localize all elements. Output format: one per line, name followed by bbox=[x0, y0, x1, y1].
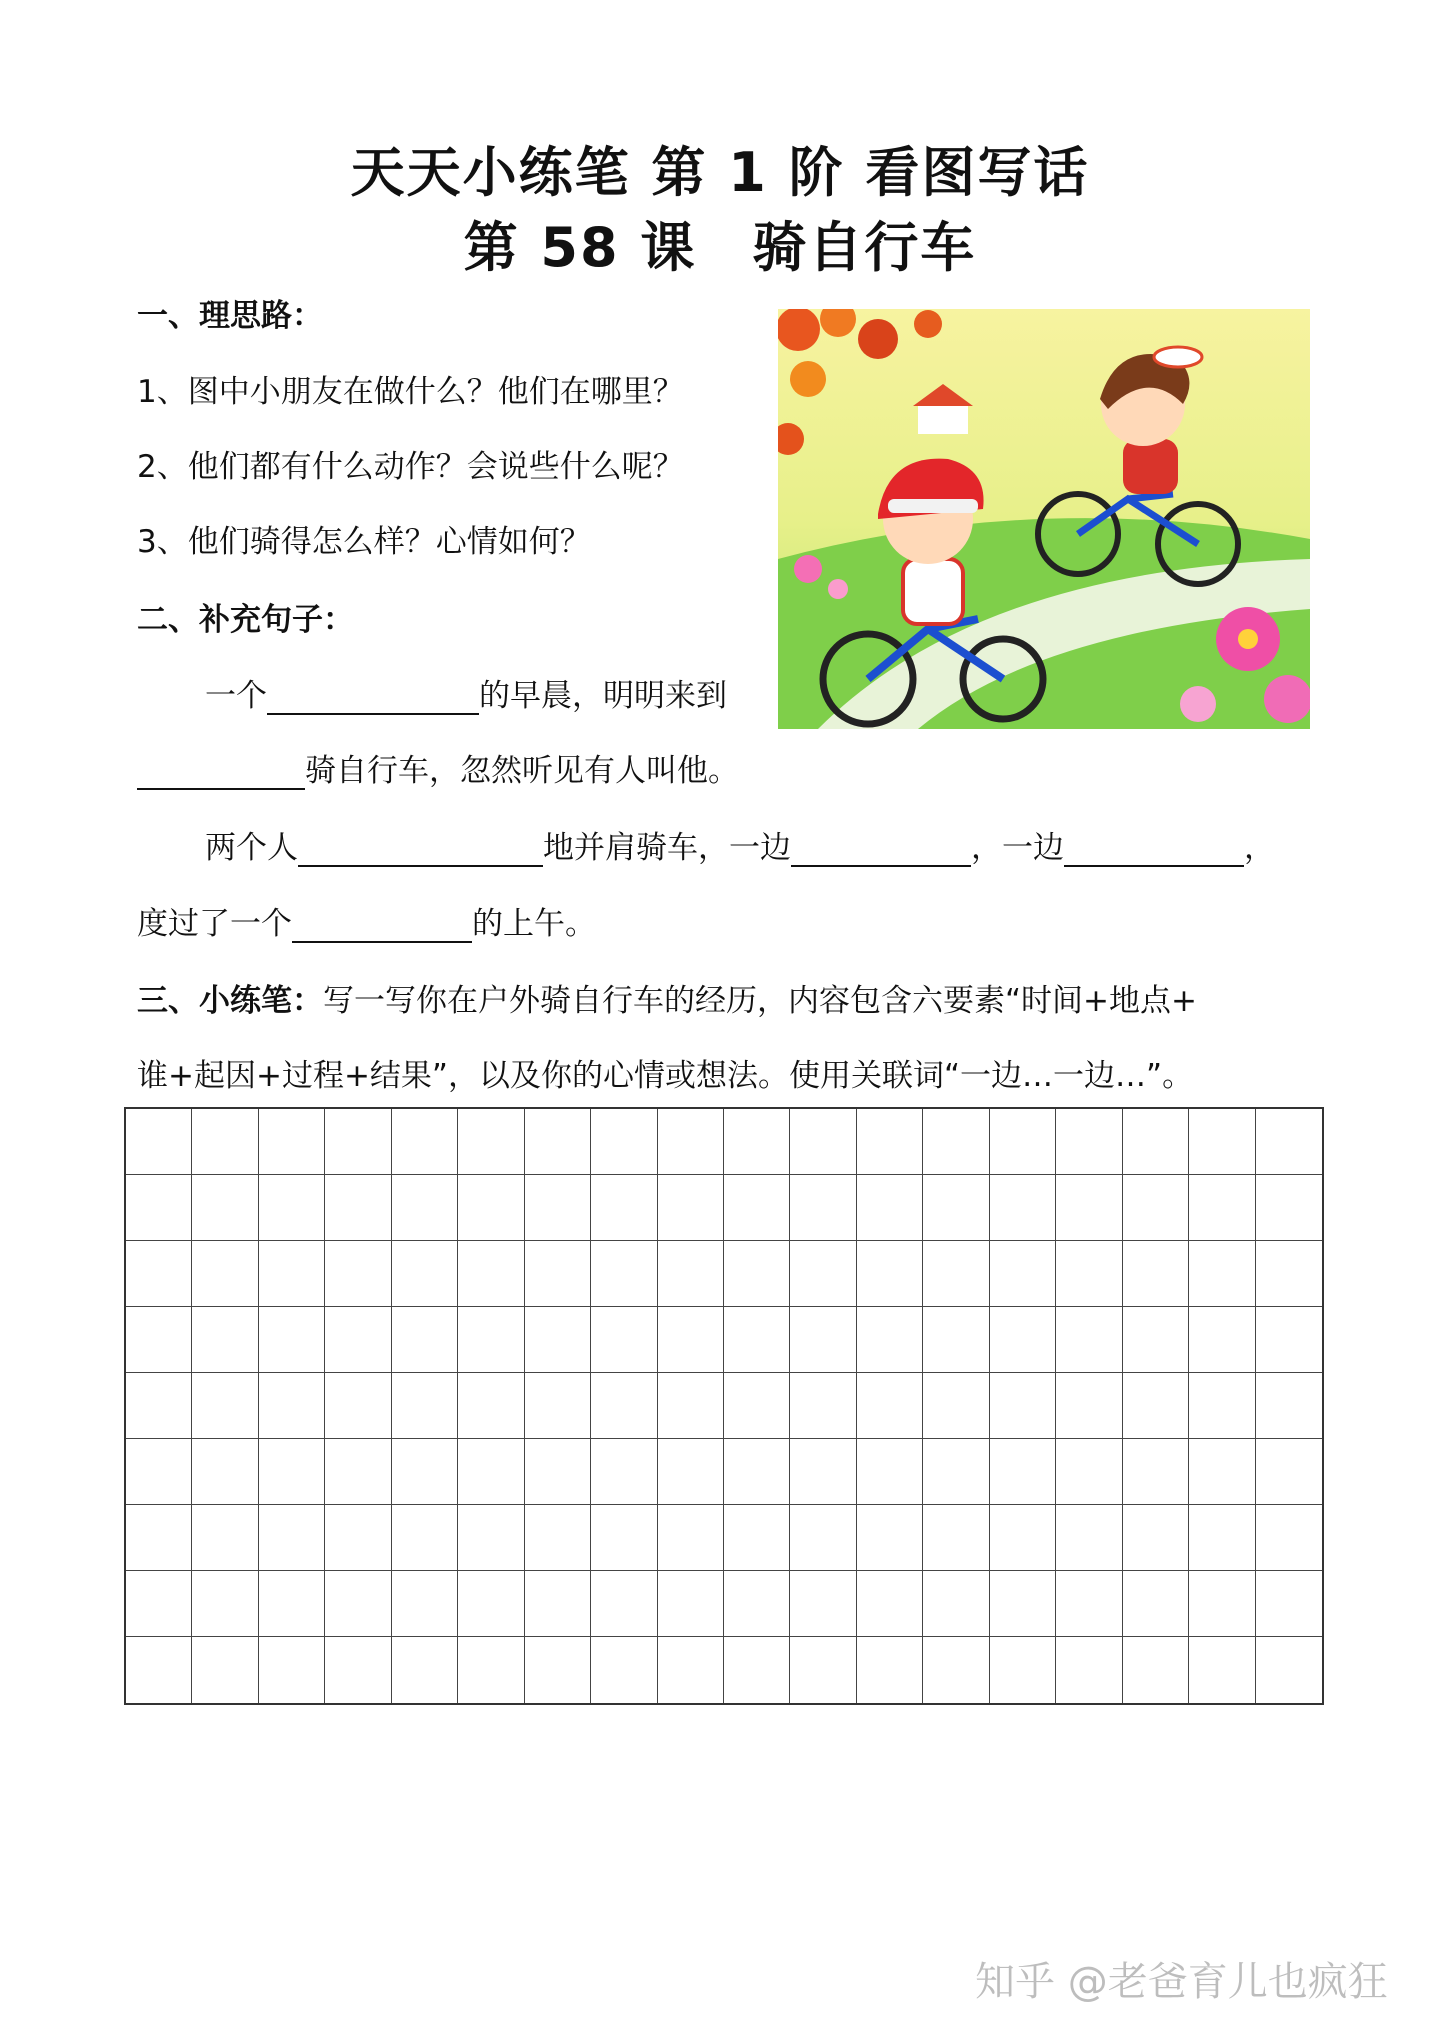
grid-cell[interactable] bbox=[325, 1439, 391, 1505]
grid-cell[interactable] bbox=[259, 1439, 325, 1505]
grid-cell[interactable] bbox=[724, 1241, 790, 1307]
grid-cell[interactable] bbox=[724, 1175, 790, 1241]
grid-cell[interactable] bbox=[591, 1505, 657, 1571]
grid-cell[interactable] bbox=[591, 1175, 657, 1241]
grid-cell[interactable] bbox=[923, 1307, 989, 1373]
grid-cell[interactable] bbox=[857, 1439, 923, 1505]
grid-cell[interactable] bbox=[724, 1373, 790, 1439]
grid-cell[interactable] bbox=[392, 1241, 458, 1307]
sentence-text: ，一边 bbox=[971, 830, 1064, 866]
sentence-text: ， bbox=[1244, 830, 1275, 866]
grid-cell[interactable] bbox=[990, 1373, 1056, 1439]
grid-cell[interactable] bbox=[658, 1175, 724, 1241]
grid-cell[interactable] bbox=[591, 1637, 657, 1703]
grid-cell[interactable] bbox=[923, 1439, 989, 1505]
grid-cell[interactable] bbox=[325, 1241, 391, 1307]
grid-cell[interactable] bbox=[259, 1637, 325, 1703]
grid-cell[interactable] bbox=[525, 1241, 591, 1307]
grid-cell[interactable] bbox=[259, 1241, 325, 1307]
grid-cell[interactable] bbox=[658, 1241, 724, 1307]
grid-cell[interactable] bbox=[392, 1637, 458, 1703]
section1-heading: 一、理思路： bbox=[137, 298, 323, 334]
grid-cell[interactable] bbox=[525, 1373, 591, 1439]
grid-cell[interactable] bbox=[525, 1439, 591, 1505]
grid-cell[interactable] bbox=[325, 1307, 391, 1373]
grid-cell[interactable] bbox=[458, 1505, 524, 1571]
grid-cell[interactable] bbox=[1189, 1373, 1255, 1439]
grid-cell[interactable] bbox=[392, 1505, 458, 1571]
sentence-text: 两个人 bbox=[205, 830, 298, 866]
grid-cell[interactable] bbox=[126, 1571, 192, 1637]
grid-cell[interactable] bbox=[1189, 1175, 1255, 1241]
fill-sentence-1-cont bbox=[137, 745, 739, 790]
grid-cell[interactable] bbox=[525, 1109, 591, 1175]
grid-cell[interactable] bbox=[790, 1637, 856, 1703]
lesson-title: 第 58 课 骑自行车 bbox=[463, 216, 977, 279]
grid-cell[interactable] bbox=[724, 1637, 790, 1703]
grid-cell[interactable] bbox=[658, 1571, 724, 1637]
grid-cell[interactable] bbox=[724, 1505, 790, 1571]
grid-cell[interactable] bbox=[1123, 1505, 1189, 1571]
grid-cell[interactable] bbox=[1056, 1109, 1122, 1175]
sentence-text: 的早晨，明明来到 bbox=[479, 678, 727, 714]
grid-cell[interactable] bbox=[591, 1571, 657, 1637]
fill-sentence-2-cont bbox=[137, 898, 596, 943]
grid-cell[interactable] bbox=[192, 1505, 258, 1571]
grid-cell[interactable] bbox=[325, 1373, 391, 1439]
grid-cell[interactable] bbox=[392, 1307, 458, 1373]
grid-cell[interactable] bbox=[790, 1373, 856, 1439]
grid-cell[interactable] bbox=[923, 1109, 989, 1175]
grid-cell[interactable] bbox=[458, 1241, 524, 1307]
grid-cell[interactable] bbox=[990, 1109, 1056, 1175]
grid-cell[interactable] bbox=[1256, 1175, 1322, 1241]
grid-cell[interactable] bbox=[923, 1505, 989, 1571]
grid-cell[interactable] bbox=[790, 1505, 856, 1571]
grid-cell[interactable] bbox=[990, 1637, 1056, 1703]
grid-cell[interactable] bbox=[1056, 1571, 1122, 1637]
grid-cell[interactable] bbox=[192, 1637, 258, 1703]
grid-cell[interactable] bbox=[259, 1307, 325, 1373]
section3-line-2: 谁+起因+过程+结果”，以及你的心情或想法。使用关联词“一边…一边…”。 bbox=[137, 1058, 1194, 1094]
grid-cell[interactable] bbox=[724, 1109, 790, 1175]
grid-cell[interactable] bbox=[1056, 1637, 1122, 1703]
grid-cell[interactable] bbox=[790, 1307, 856, 1373]
grid-cell[interactable] bbox=[126, 1307, 192, 1373]
grid-cell[interactable] bbox=[192, 1175, 258, 1241]
grid-cell[interactable] bbox=[923, 1637, 989, 1703]
grid-cell[interactable] bbox=[790, 1241, 856, 1307]
grid-cell[interactable] bbox=[923, 1373, 989, 1439]
grid-cell[interactable] bbox=[1123, 1307, 1189, 1373]
grid-cell[interactable] bbox=[1189, 1637, 1255, 1703]
grid-cell[interactable] bbox=[458, 1571, 524, 1637]
blank-3[interactable] bbox=[298, 831, 543, 867]
grid-cell[interactable] bbox=[1189, 1505, 1255, 1571]
grid-cell[interactable] bbox=[392, 1175, 458, 1241]
blank-6[interactable] bbox=[292, 907, 472, 943]
grid-cell[interactable] bbox=[392, 1439, 458, 1505]
grid-cell[interactable] bbox=[923, 1175, 989, 1241]
grid-cell[interactable] bbox=[1256, 1505, 1322, 1571]
grid-cell[interactable] bbox=[857, 1373, 923, 1439]
grid-cell[interactable] bbox=[259, 1175, 325, 1241]
blank-2[interactable] bbox=[137, 754, 305, 790]
grid-cell[interactable] bbox=[591, 1373, 657, 1439]
grid-cell[interactable] bbox=[857, 1637, 923, 1703]
grid-cell[interactable] bbox=[126, 1637, 192, 1703]
grid-cell[interactable] bbox=[259, 1505, 325, 1571]
grid-cell[interactable] bbox=[1189, 1307, 1255, 1373]
grid-cell[interactable] bbox=[392, 1373, 458, 1439]
grid-cell[interactable] bbox=[1256, 1109, 1322, 1175]
sentence-text: 一个 bbox=[205, 678, 267, 714]
grid-cell[interactable] bbox=[192, 1241, 258, 1307]
grid-cell[interactable] bbox=[1056, 1373, 1122, 1439]
grid-cell[interactable] bbox=[1056, 1241, 1122, 1307]
grid-cell[interactable] bbox=[1056, 1307, 1122, 1373]
grid-cell[interactable] bbox=[857, 1505, 923, 1571]
grid-cell[interactable] bbox=[1056, 1439, 1122, 1505]
blank-5[interactable] bbox=[1064, 831, 1244, 867]
grid-cell[interactable] bbox=[1256, 1307, 1322, 1373]
grid-cell[interactable] bbox=[591, 1439, 657, 1505]
fill-sentence-2 bbox=[205, 822, 1275, 867]
grid-cell[interactable] bbox=[990, 1241, 1056, 1307]
grid-cell[interactable] bbox=[724, 1571, 790, 1637]
sentence-text: 骑自行车，忽然听见有人叫他。 bbox=[305, 753, 739, 789]
grid-cell[interactable] bbox=[857, 1109, 923, 1175]
grid-cell[interactable] bbox=[790, 1175, 856, 1241]
grid-cell[interactable] bbox=[458, 1439, 524, 1505]
grid-cell[interactable] bbox=[259, 1571, 325, 1637]
grid-cell[interactable] bbox=[990, 1439, 1056, 1505]
grid-cell[interactable] bbox=[1056, 1175, 1122, 1241]
grid-cell[interactable] bbox=[525, 1637, 591, 1703]
grid-cell[interactable] bbox=[325, 1505, 391, 1571]
grid-cell[interactable] bbox=[525, 1307, 591, 1373]
grid-cell[interactable] bbox=[126, 1241, 192, 1307]
section2-heading: 二、补充句子： bbox=[137, 602, 354, 638]
grid-cell[interactable] bbox=[1256, 1571, 1322, 1637]
grid-cell[interactable] bbox=[990, 1505, 1056, 1571]
grid-cell[interactable] bbox=[458, 1175, 524, 1241]
grid-cell[interactable] bbox=[325, 1109, 391, 1175]
section3-heading: 三、小练笔： bbox=[137, 983, 323, 1019]
grid-cell[interactable] bbox=[1123, 1571, 1189, 1637]
grid-cell[interactable] bbox=[1123, 1373, 1189, 1439]
sentence-text: 地并肩骑车，一边 bbox=[543, 830, 791, 866]
grid-cell[interactable] bbox=[923, 1571, 989, 1637]
watermark: 知乎 @老爸育儿也疯狂 bbox=[975, 1959, 1388, 2005]
grid-cell[interactable] bbox=[591, 1307, 657, 1373]
grid-cell[interactable] bbox=[1256, 1637, 1322, 1703]
grid-cell[interactable] bbox=[1256, 1439, 1322, 1505]
grid-cell[interactable] bbox=[392, 1571, 458, 1637]
grid-cell[interactable] bbox=[857, 1241, 923, 1307]
grid-cell[interactable] bbox=[990, 1175, 1056, 1241]
grid-cell[interactable] bbox=[259, 1373, 325, 1439]
grid-cell[interactable] bbox=[1123, 1109, 1189, 1175]
grid-cell[interactable] bbox=[325, 1571, 391, 1637]
grid-cell[interactable] bbox=[724, 1307, 790, 1373]
section3-text: 写一写你在户外骑自行车的经历，内容包含六要素“时间+地点+ bbox=[323, 983, 1198, 1019]
grid-cell[interactable] bbox=[192, 1109, 258, 1175]
grid-cell[interactable] bbox=[1123, 1175, 1189, 1241]
grid-cell[interactable] bbox=[658, 1307, 724, 1373]
grid-cell[interactable] bbox=[658, 1637, 724, 1703]
children-riding-bicycles-illustration bbox=[778, 309, 1310, 729]
question-3: 3、他们骑得怎么样？心情如何？ bbox=[137, 524, 591, 560]
grid-cell[interactable] bbox=[1123, 1637, 1189, 1703]
grid-cell[interactable] bbox=[458, 1637, 524, 1703]
grid-cell[interactable] bbox=[1123, 1439, 1189, 1505]
grid-cell[interactable] bbox=[126, 1373, 192, 1439]
grid-cell[interactable] bbox=[126, 1439, 192, 1505]
grid-cell[interactable] bbox=[790, 1571, 856, 1637]
writing-grid[interactable] bbox=[124, 1107, 1324, 1705]
grid-cell[interactable] bbox=[458, 1109, 524, 1175]
grid-cell[interactable] bbox=[790, 1109, 856, 1175]
grid-cell[interactable] bbox=[126, 1175, 192, 1241]
grid-cell[interactable] bbox=[990, 1307, 1056, 1373]
grid-cell[interactable] bbox=[1189, 1439, 1255, 1505]
grid-cell[interactable] bbox=[658, 1109, 724, 1175]
grid-cell[interactable] bbox=[126, 1109, 192, 1175]
grid-cell[interactable] bbox=[192, 1373, 258, 1439]
grid-cell[interactable] bbox=[857, 1175, 923, 1241]
grid-cell[interactable] bbox=[325, 1637, 391, 1703]
grid-cell[interactable] bbox=[525, 1505, 591, 1571]
grid-cell[interactable] bbox=[658, 1439, 724, 1505]
grid-cell[interactable] bbox=[525, 1571, 591, 1637]
grid-cell[interactable] bbox=[1256, 1241, 1322, 1307]
grid-cell[interactable] bbox=[990, 1571, 1056, 1637]
grid-cell[interactable] bbox=[857, 1571, 923, 1637]
grid-cell[interactable] bbox=[1189, 1571, 1255, 1637]
grid-cell[interactable] bbox=[591, 1241, 657, 1307]
grid-cell[interactable] bbox=[525, 1175, 591, 1241]
grid-cell[interactable] bbox=[1189, 1241, 1255, 1307]
grid-cell[interactable] bbox=[857, 1307, 923, 1373]
grid-cell[interactable] bbox=[192, 1571, 258, 1637]
grid-cell[interactable] bbox=[458, 1307, 524, 1373]
worksheet-title: 天天小练笔 第 1 阶 看图写话 bbox=[350, 141, 1090, 204]
question-2: 2、他们都有什么动作？会说些什么呢？ bbox=[137, 449, 684, 485]
grid-cell[interactable] bbox=[591, 1109, 657, 1175]
grid-cell[interactable] bbox=[1056, 1505, 1122, 1571]
grid-cell[interactable] bbox=[259, 1109, 325, 1175]
grid-cell[interactable] bbox=[658, 1373, 724, 1439]
grid-cell[interactable] bbox=[192, 1439, 258, 1505]
grid-cell[interactable] bbox=[658, 1505, 724, 1571]
sentence-text: 度过了一个 bbox=[137, 906, 292, 942]
grid-cell[interactable] bbox=[126, 1505, 192, 1571]
grid-cell[interactable] bbox=[1123, 1241, 1189, 1307]
grid-cell[interactable] bbox=[192, 1307, 258, 1373]
grid-cell[interactable] bbox=[1256, 1373, 1322, 1439]
blank-1[interactable] bbox=[267, 679, 479, 715]
grid-cell[interactable] bbox=[392, 1109, 458, 1175]
blank-4[interactable] bbox=[791, 831, 971, 867]
grid-cell[interactable] bbox=[790, 1439, 856, 1505]
grid-cell[interactable] bbox=[923, 1241, 989, 1307]
section3-line-1 bbox=[137, 975, 1197, 1020]
sentence-text: 的上午。 bbox=[472, 906, 596, 942]
grid-cell[interactable] bbox=[724, 1439, 790, 1505]
grid-cell[interactable] bbox=[1189, 1109, 1255, 1175]
grid-cell[interactable] bbox=[325, 1175, 391, 1241]
grid-cell[interactable] bbox=[458, 1373, 524, 1439]
question-1: 1、图中小朋友在做什么？他们在哪里？ bbox=[137, 374, 684, 410]
fill-sentence-1 bbox=[205, 670, 727, 715]
